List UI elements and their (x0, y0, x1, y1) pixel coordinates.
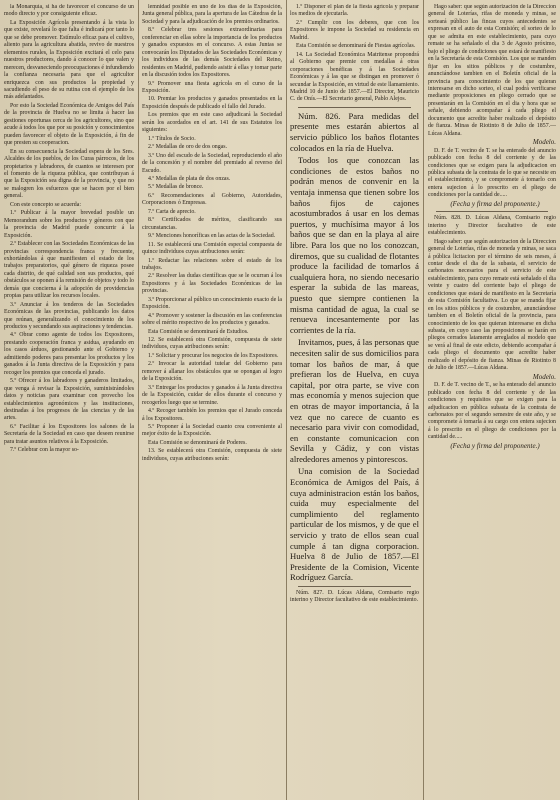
list-item: 1.º Títulos de Socio. (148, 135, 196, 142)
list-item: 2.º Medallas de oro de dos ongas. (148, 144, 228, 151)
paragraph: Esta Comisión se denominará de Poderes. (148, 439, 247, 446)
paragraph: Esta Comisión se denominará de Fiestas agrícolas. (296, 43, 416, 50)
column-divider (138, 0, 139, 800)
paragraph: Una comision de la Sociedad Económica de Amigos del País, á cuya administracion están los baños, cuida muy especialmente del cumplimiento del reglamento particular de los mismos, y de que el servicio y trato de ellos sean cual cumple á tan digna corporacion. Huelva 8 de Julio de 1857.—El Presidente de la Comision, Vicente Rodríguez García. (290, 466, 419, 583)
paragraph: lemnidad posible en uno de los días de la Exposición, Junta general pública, para la apertura de las Cátedras de la Sociedad y para la adjudicación de los premios ordinarios. (142, 4, 282, 25)
paragraph: 6.º Facilitar á los Expositores los salones de la Secretaría de la Sociedad en caso que deseen reunirse para tratar asuntos relativos á la Exposición. (4, 423, 134, 445)
paragraph: 7.º Celebrar con la mayor so- (10, 447, 79, 454)
list-item: 2.º Cumplir con los deberes, que con los Expositores le impone la Sociedad su residencia en Madrid. (290, 19, 419, 41)
notice-heading: Núm. 827. D. Lúcas Aldana, Comisario regio interino y Director facultativo de este establecimiento. (290, 590, 419, 604)
paragraph: La Exposición Agrícola presentando á la vista lo que existe, revelará lo que falta é indicará por tanto lo que se debe promover. Estímulo eficaz para el cultivo, aliento para la agricultura abatida, revivo de nuestros elementos rurales, la Exposición excitará el celo para nuestros productores, dando á conocer lo que valen y merecen, desvaneciendo preocupaciones é infundiendo la confianza necesaria para que el agricultor enriquezca con sus productos la propiedad y sacudiendo el peso de su rutina con el ejemplo de los más adelantados. (4, 19, 134, 101)
section-divider (298, 586, 411, 587)
list-item: 4.º Recoger también los premios que el Jurado conceda á los Expositores. (142, 408, 282, 422)
paragraph: 14. La Sociedad Económica Matritense propondrá al Gobierno que premie con medallas á otras corporaciones benéficas y á las Sociedades Económicas y á las que se distingan en promover ó secundar la Exposición, en virtud de este llamamiento. Madrid 10 de Junio de 1857.—El Director, Mauricio C. de Onís.—El Secretario general, Pablo Alejos. (290, 51, 419, 103)
notice-heading: Núm. 828. D. Lúcas Aldana, Comisario regio interino y Director facultativo de este establecimiento. (428, 215, 556, 237)
column-4 (428, 4, 556, 796)
column-divider (286, 0, 287, 800)
list-item: 9.º Menciones honoríficas en las actas de la Sociedad. (148, 233, 276, 240)
list-item: 4.º Promover y sostener la discusión en las conferencias sobre el mérito respectivo de los productos y ganados. (142, 312, 282, 327)
section-divider (436, 211, 548, 212)
list-item: 1.º Disponer el plan de la fiesta agrícola y preparar los medios de ejecutarla. (290, 4, 419, 18)
list-item: 1.º Redactar las relaciones sobre el estado de los trabajos. (142, 257, 282, 271)
paragraph: 10. Premiar los productos y ganados presentados en la Exposición después de publicado el fallo del Jurado. (142, 96, 282, 110)
paragraph: la Monarquía, si ha de favorecer el concurso de un modo directo y por consiguiente eficaz. (4, 4, 134, 18)
paragraph: Esta Comisión se denominará de Estudios. (148, 328, 249, 335)
column-3 (290, 4, 419, 796)
list-item: 3.º Entregar los productos y ganados á la Junta directiva de la Exposición, cuidar de ellos durante el concurso y recogerlos luego que se termine. (142, 384, 282, 406)
notice-heading: Núm. 826. Para medidas del presente mes estarán abiertos al servicio público los baños flotantes colocados en la ría de Huelva. (290, 110, 419, 153)
column-1 (4, 4, 134, 796)
paragraph: En su consecuencia la Sociedad espera de los Sres. Alcaldes de los pueblos, de los Curas párrocos, de los propietarios y labradores, de cuantos se interesen por el fomento de la riqueza pública, que contribuyan á que la Exposición sea digna de la provincia, y que no se malogren los esfuerzos que se hacen por el bien general. (4, 148, 134, 200)
paragraph: Todos los que conozcan las condiciones de estos baños no podrán menos de convenir en la ventaja inmensa que tienen sobre los baños fijos de cajones acostumbrados á usar en los demas puertos, y muchísima mayor á los baños que se dan en la playa al aire libre. Para los que no los conozcan, diremos, que su cualidad de flotantes produce la facilidad de tomarlos á cualquiera hora, no siendo necesario esperar la subida de las mareas, puesto que siempre contienen la misma cantidad de agua, la cual se renueva incesantemente por las corrientes de la ría. (290, 155, 419, 335)
signature-line: (Fecha y firma del proponente.) (450, 441, 540, 450)
list-item: 3.º Proporcionar al público un conocimiento exacto de la Exposición. (142, 296, 282, 311)
column-divider (423, 0, 424, 800)
list-item: 2.º Resolver las dudas científicas que se le ocurran á los Expositores y á las Sociedades Económicas de las provincias. (142, 273, 282, 295)
model-heading: Modelo. (532, 138, 556, 147)
paragraph: D. F. de T. vecino de T. se ha enterado del anuncio publicado con fecha 8 del corriente y de las condiciones que se exigen para la adjudicacion en pública subasta de la contrata de lo que se necesite en el establecimiento, y se compromete á tomarlo con entera sujecion á lo prescrito en el pliego de condiciones por la cantidad de..... (428, 147, 556, 199)
paragraph: 1.º Publicar á la mayor brevedad posible un Memorandum sobre los productos y géneros con que la provincia de Madrid puede concurrir á la Exposición. (4, 210, 134, 239)
paragraph: D. F. de T. vecino de T., se ha enterado del anuncio publicado con fecha 8 del corriente y de las condiciones y requisitos que se exigen para la adjudicacion en pública subasta de la contrata de carbonatos por el segundo semestre de este año, y se compromete á tomarla á su cargo con entera sujecion á lo prescrito en el pliego de condiciones por la cantidad de..... (428, 382, 556, 441)
paragraph: 9.º Promover una fiesta agrícola en el curso de la Exposición. (142, 80, 282, 94)
paragraph: 11. Se establecerá una Comisión especial compuesta de quince individuos cuyas atribuciones serán: (142, 241, 282, 256)
list-item: 5.º Medallas de bronce. (148, 184, 204, 191)
paragraph: Por esto la Sociedad Económica de Amigos del País de la provincia de Huelva no se limita á hacer las gestiones oportunas cerca de los agricultores, sino que acude á todos los que por su posición y conocimientos pueden favorecer el objeto de la Exposición, á fin de que presten su cooperacion. (4, 102, 134, 147)
paragraph: Los premios que en este caso adjudicará la Sociedad serán los acordados en el art. 141 de sus Estatutos los siguientes: (142, 112, 282, 134)
list-item: 4.º Medallas de plata de dos onzas. (148, 175, 231, 182)
list-item: 2.º Invocar la autoridad tutelar del Gobierno para remover á allanar los obstáculos que se opongan al logro de la Exposición. (142, 361, 282, 383)
signature-line: (Fecha y firma del proponente.) (450, 199, 540, 208)
paragraph: Con este concepto se acuerda: (10, 201, 81, 208)
section-divider (298, 107, 411, 108)
list-item: 1.º Solicitar y procurar los negocios de los Expositores. (148, 352, 279, 359)
list-item: 3.º Uno del escudo de la Sociedad, reproduciendo el año de la concesión y el nombre del premiado al reverso del Escudo. (142, 152, 282, 174)
paragraph: Hago saber: que según autorización de la Direccion general de Loterías, rifas de moneda y minas, se sorteará público las fincas cuyos antecedentes se expresan en el auto de esta Comisión; el sorteo de lo que se admita en este establecimiento, para cuyo remate se ha señalado el dia 3 de Agosto próximo, bajo el pliego de condiciones que estará de manifiesto en la Secretaría de esta Comisión. Los que se manden fijar en los sitios públicos y de costumbre, anunciándose tambien en el Boletín oficial de la provincia para conocimiento de los que quieran interesarse en dicho sorteo, el cual podrá verificarse mediante proposiciones en pliego cerrado que se presentarán en la Comisión en el dia y hora que se señale, debiendo acompañar á cada pliego el documento que acredite haber realizado el depósito de fianza. Minas de Riotinto 8 de Julio de 1857.—Lúcas Aldana. (428, 4, 556, 137)
paragraph: Hago saber: que según autorizacion de la Direccion general de Loterías, rifas de moneda y minas, se saca á pública licitacion por el término de seis meses, á contar desde el dia de la subasta, el servicio de carbonatos necesarios para el servicio de este establecimiento, para cuyo remate está señalado el dia veinte y cuatro del corriente bajo el pliego de condiciones que estará de manifiesto en la Secretaría de esta Comisión facultativa. Lo que se manda fijar en los sitios públicos y de costumbre, anunciándose tambien en el Boletín oficial de la provincia, para conocimiento de los que quieran interesarse en dicha subasta, en cuyo caso las proposiciones se harán en pliegos cerrados latamente arreglados al modelo que se verá al final de este edicto, debiendo acompañar á cada pliego el documento que acredite haber realizado el depósito de fianza. Minas de Riotinto 8 de Julio de 1857.—Lúcas Aldana. (428, 238, 556, 372)
paragraph: 12. Se establecerá otra Comisión, compuesta de siete individuos, cuyas atribuciones serán: (142, 337, 282, 351)
list-item: 6.º Recomendaciones al Gobierno, Autoridades, Corporaciones ó Empresas. (142, 192, 282, 207)
model-heading: Modelo. (532, 372, 556, 381)
paragraph: Invitamos, pues, á las personas que necesiten salir de sus domicilios para tomar los baños de mar, á que prefieran los de Huelva, en cuya capital, por otra parte, se vive con mas economía y menos sujecion que en otras de mayor importancia, á la vez que no carece de cuanto es necesario para vivir con comodidad, en constante comunicacion con Sevilla y Cádiz, y con vistas alrededores amenos y pintorescos. (290, 337, 419, 464)
list-item: 7.º Carta de aprecio. (148, 208, 196, 215)
paragraph: 5.º Ofrecer á los labradores y ganaderos limitados, que venga á revisar la Exposición, suministrándoles datos y noticias para examinar con provecho los establecimientos agronómicos y las instituciones, destinadas á los progresos de las ciencias y de las artes. (4, 378, 134, 422)
column-2 (142, 4, 282, 796)
paragraph: 3.º Anunciar á los tenderos de las Sociedades Económicas de las provincias, publicando los datos que reúnan, generalizando el conocimiento de los productos y secundando sus aspiraciones y tendencias. (4, 301, 134, 331)
paragraph: 8.º Celebrar tres sesiones extraordinarias para conferenciar en ellas sobre la importancia de los productos y ganados expuestos en el concurso. A estas Juntas se convocarán los Diputados de las Sociedades Económicas y los individuos de las demás Sociedades del Reino, residentes en Madrid, pudiendo asistir á ellas y tomar parte en la discusión todos los Expositores. (142, 27, 282, 79)
paragraph: 4.º Obrar como agente de todos los Expositores, prestando cooperación franca y asidua, ayudando en los casos árduos, gestionando ante el Gobierno y admitiendo poderes para presentar los productos y los ganados á la Junta directiva de la Exposición y para recoger los premios que conceda el jurado. (4, 332, 134, 376)
list-item: 8.º Certificados de méritos, clasificando sus circunstancias. (142, 217, 282, 231)
list-item: 5.º Proponer á la Sociedad cuanto crea conveniente al mejor éxito de la Exposición. (142, 424, 282, 438)
paragraph: 13. Se establecerá otra Comisión, compuesta de siete individuos, cuyas atribuciones serán: (142, 448, 282, 462)
paragraph: 2.º Establecer con las Sociedades Económicas de las provincias correspondencia franca y frecuente, exhortándolas á que manifiesten el estado de los trabajos preparatorios, qué género de riqueza posee cada distrito, de qué calidad son sus productos, qué obstáculos se oponen á la remisión de objetos y todo lo demás que concierna á la adopción de providencias propias para utilizar los recursos locales. (4, 241, 134, 300)
baths-notice (290, 111, 419, 583)
